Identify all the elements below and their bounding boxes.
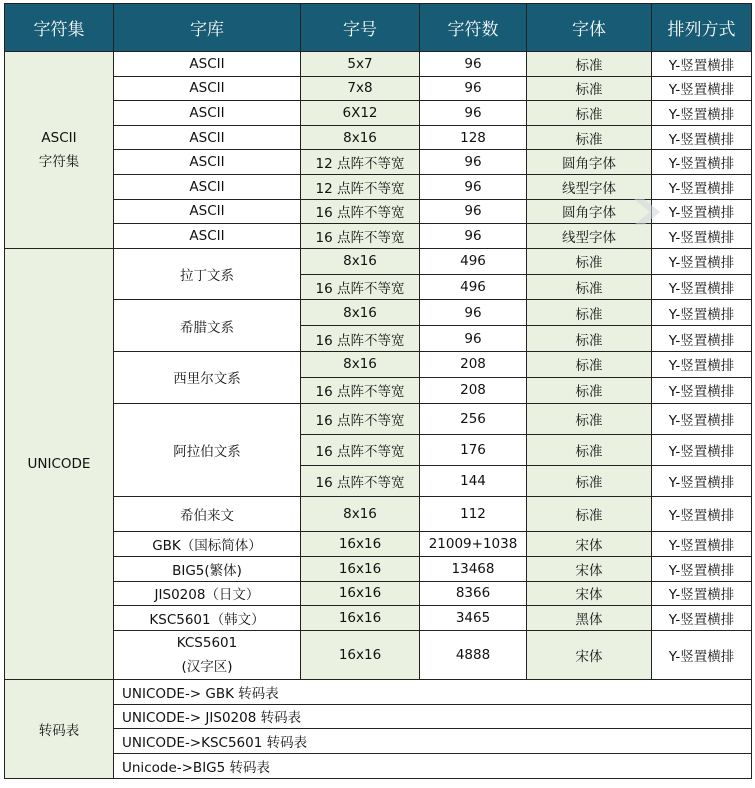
table-row [5, 199, 752, 224]
order-cell: Y-竖置横排 [652, 606, 752, 631]
font-cell: 线型字体 [527, 174, 652, 199]
count-cell: 3465 [420, 606, 527, 631]
library-cell: JIS0208（日文） [114, 581, 301, 606]
font-cell: 标准 [527, 434, 652, 465]
header-charset: 字符集 [5, 4, 114, 52]
order-cell: Y-竖置横排 [652, 351, 752, 377]
order-cell: Y-竖置横排 [652, 224, 752, 249]
count-cell: 496 [420, 248, 527, 274]
library-cell: 阿拉伯文系 [114, 403, 301, 497]
count-cell: 176 [420, 434, 527, 465]
count-cell: 96 [420, 326, 527, 352]
font-cell: 标准 [527, 125, 652, 150]
size-cell: 5x7 [301, 52, 420, 77]
font-cell: 标准 [527, 377, 652, 403]
conversion-table-cell: Unicode->BIG5 转码表 [114, 754, 752, 779]
font-cell: 圆角字体 [527, 150, 652, 175]
count-cell: 96 [420, 150, 527, 175]
library-cell: 希伯来文 [114, 497, 301, 532]
order-cell: Y-竖置横排 [652, 630, 752, 679]
header-count: 字符数 [420, 4, 527, 52]
table-row [5, 630, 752, 679]
order-cell: Y-竖置横排 [652, 174, 752, 199]
size-cell: 16x16 [301, 581, 420, 606]
table-row [5, 101, 752, 126]
table-row [5, 606, 752, 631]
library-cell: ASCII [114, 150, 301, 175]
conversion-table-cell: UNICODE-> JIS0208 转码表 [114, 704, 752, 729]
count-cell: 8366 [420, 581, 527, 606]
order-cell: Y-竖置横排 [652, 326, 752, 352]
order-cell: Y-竖置横排 [652, 532, 752, 557]
count-cell: 13468 [420, 557, 527, 582]
count-cell: 96 [420, 300, 527, 326]
size-cell: 16 点阵不等宽 [301, 199, 420, 224]
font-cell: 宋体 [527, 532, 652, 557]
library-cell: ASCII [114, 199, 301, 224]
order-cell: Y-竖置横排 [652, 377, 752, 403]
table-row [5, 679, 752, 704]
charset-cell: ASCII 字符集 [5, 52, 114, 249]
size-cell: 16 点阵不等宽 [301, 274, 420, 300]
order-cell: Y-竖置横排 [652, 300, 752, 326]
count-cell: 96 [420, 174, 527, 199]
header-size: 字号 [301, 4, 420, 52]
size-cell: 6X12 [301, 101, 420, 126]
size-cell: 16 点阵不等宽 [301, 377, 420, 403]
size-cell: 16 点阵不等宽 [301, 326, 420, 352]
library-cell: GBK（国标简体） [114, 532, 301, 557]
table-row [5, 174, 752, 199]
font-cell: 标准 [527, 466, 652, 497]
font-cell: 标准 [527, 403, 652, 434]
library-cell: KSC5601（韩文） [114, 606, 301, 631]
size-cell: 16 点阵不等宽 [301, 403, 420, 434]
font-cell: 标准 [527, 101, 652, 126]
font-cell: 标准 [527, 76, 652, 101]
order-cell: Y-竖置横排 [652, 199, 752, 224]
size-cell: 16x16 [301, 630, 420, 679]
table-row [5, 150, 752, 175]
font-cell: 线型字体 [527, 224, 652, 249]
size-cell: 8x16 [301, 248, 420, 274]
order-cell: Y-竖置横排 [652, 125, 752, 150]
library-cell: 拉丁文系 [114, 248, 301, 300]
library-cell: ASCII [114, 224, 301, 249]
library-cell: ASCII [114, 52, 301, 77]
table-row [5, 581, 752, 606]
size-cell: 16x16 [301, 606, 420, 631]
table-row [5, 248, 752, 274]
table-row [5, 532, 752, 557]
table-row [5, 224, 752, 249]
count-cell: 96 [420, 101, 527, 126]
count-cell: 144 [420, 466, 527, 497]
table-row [5, 403, 752, 434]
library-cell: 希腊文系 [114, 300, 301, 352]
font-cell: 标准 [527, 300, 652, 326]
size-cell: 16 点阵不等宽 [301, 224, 420, 249]
count-cell: 208 [420, 351, 527, 377]
table-row [5, 729, 752, 754]
table-row [5, 125, 752, 150]
font-cell: 宋体 [527, 630, 652, 679]
font-cell: 标准 [527, 274, 652, 300]
order-cell: Y-竖置横排 [652, 101, 752, 126]
count-cell: 112 [420, 497, 527, 532]
count-cell: 96 [420, 52, 527, 77]
table-row [5, 704, 752, 729]
order-cell: Y-竖置横排 [652, 52, 752, 77]
count-cell: 96 [420, 76, 527, 101]
size-cell: 12 点阵不等宽 [301, 174, 420, 199]
conversion-table-cell: UNICODE-> GBK 转码表 [114, 679, 752, 704]
header-order: 排列方式 [652, 4, 752, 52]
count-cell: 4888 [420, 630, 527, 679]
table-row [5, 76, 752, 101]
header-library: 字库 [114, 4, 301, 52]
size-cell: 8x16 [301, 125, 420, 150]
count-cell: 496 [420, 274, 527, 300]
library-cell: KCS5601 (汉字区) [114, 630, 301, 679]
font-cell: 标准 [527, 52, 652, 77]
table-body [5, 52, 752, 779]
table-row [5, 557, 752, 582]
order-cell: Y-竖置横排 [652, 581, 752, 606]
count-cell: 208 [420, 377, 527, 403]
font-cell: 标准 [527, 248, 652, 274]
font-cell: 宋体 [527, 557, 652, 582]
table-row [5, 754, 752, 779]
size-cell: 8x16 [301, 497, 420, 532]
table-row [5, 52, 752, 77]
font-cell: 标准 [527, 351, 652, 377]
order-cell: Y-竖置横排 [652, 248, 752, 274]
size-cell: 16 点阵不等宽 [301, 434, 420, 465]
library-cell: 西里尔文系 [114, 351, 301, 403]
library-cell: ASCII [114, 125, 301, 150]
library-cell: ASCII [114, 174, 301, 199]
header-row [5, 4, 752, 52]
size-cell: 8x16 [301, 351, 420, 377]
order-cell: Y-竖置横排 [652, 76, 752, 101]
order-cell: Y-竖置横排 [652, 274, 752, 300]
size-cell: 16x16 [301, 532, 420, 557]
count-cell: 256 [420, 403, 527, 434]
font-library-table [4, 3, 752, 779]
library-cell: BIG5(繁体) [114, 557, 301, 582]
order-cell: Y-竖置横排 [652, 466, 752, 497]
size-cell: 8x16 [301, 300, 420, 326]
order-cell: Y-竖置横排 [652, 497, 752, 532]
table-row [5, 300, 752, 326]
order-cell: Y-竖置横排 [652, 150, 752, 175]
font-cell: 圆角字体 [527, 199, 652, 224]
order-cell: Y-竖置横排 [652, 557, 752, 582]
count-cell: 96 [420, 199, 527, 224]
count-cell: 21009+1038 [420, 532, 527, 557]
library-cell: ASCII [114, 76, 301, 101]
size-cell: 16x16 [301, 557, 420, 582]
font-cell: 标准 [527, 497, 652, 532]
library-cell: ASCII [114, 101, 301, 126]
size-cell: 12 点阵不等宽 [301, 150, 420, 175]
size-cell: 7x8 [301, 76, 420, 101]
font-cell: 黑体 [527, 606, 652, 631]
font-cell: 宋体 [527, 581, 652, 606]
table-row [5, 351, 752, 377]
count-cell: 128 [420, 125, 527, 150]
font-cell: 标准 [527, 326, 652, 352]
count-cell: 96 [420, 224, 527, 249]
order-cell: Y-竖置横排 [652, 434, 752, 465]
header-font: 字体 [527, 4, 652, 52]
charset-cell: UNICODE [5, 248, 114, 679]
table-row [5, 497, 752, 532]
charset-cell: 转码表 [5, 679, 114, 778]
size-cell: 16 点阵不等宽 [301, 466, 420, 497]
conversion-table-cell: UNICODE->KSC5601 转码表 [114, 729, 752, 754]
order-cell: Y-竖置横排 [652, 403, 752, 434]
